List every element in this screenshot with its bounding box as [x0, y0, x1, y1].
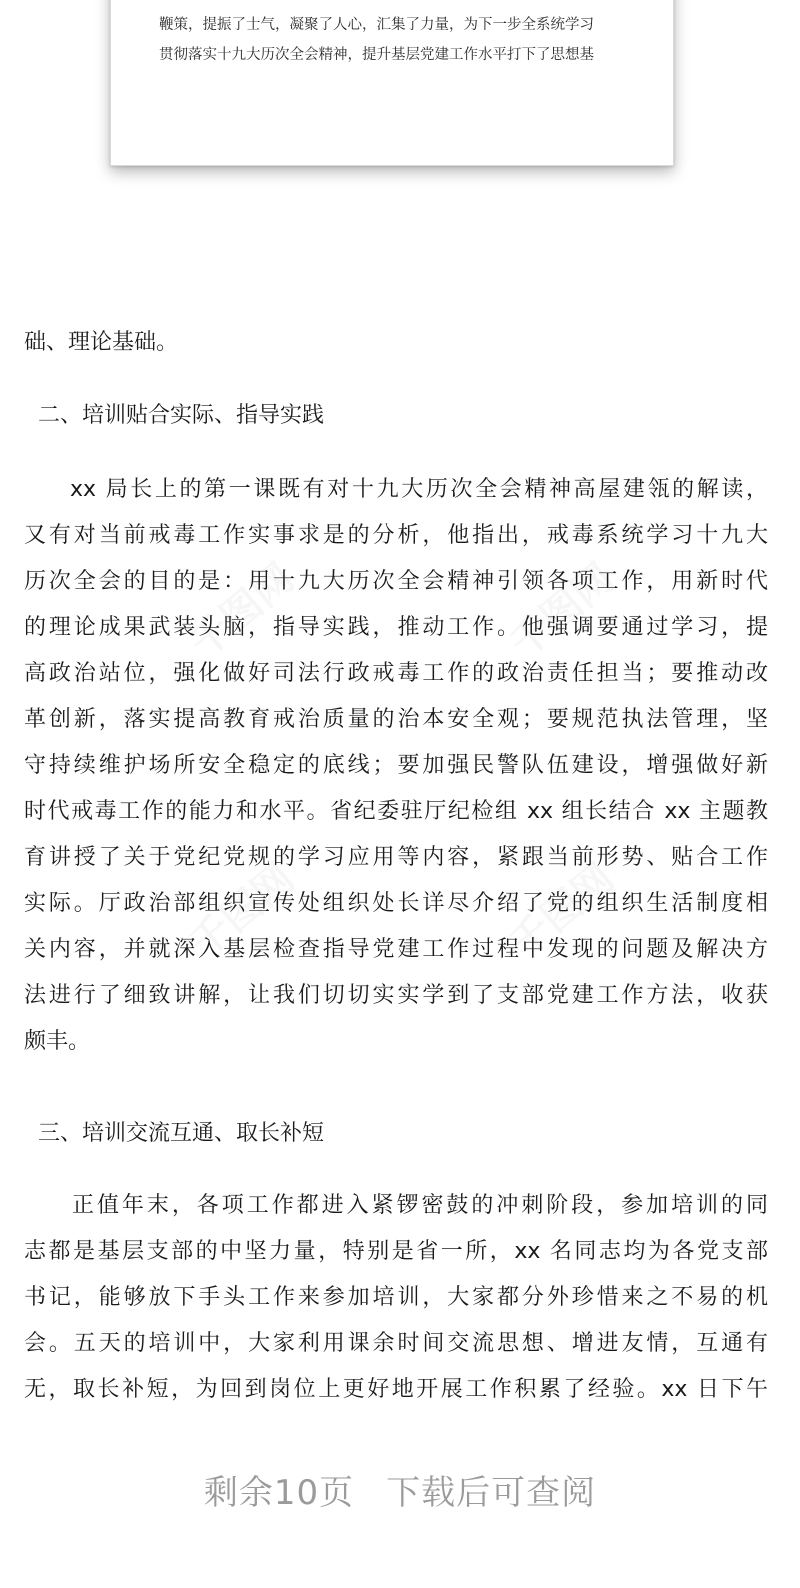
paragraph-line: 法进行了细致讲解，让我们切切实实学到了支部党建工作方法，收获 [24, 983, 768, 1008]
paragraph-line: 会。五天的培训中，大家利用课余时间交流思想、增进友情，互通有 [24, 1331, 768, 1356]
paragraph-line: 的理论成果武装头脑，指导实践，推动工作。他强调要通过学习，提 [24, 615, 768, 640]
download-prompt[interactable] [0, 1465, 800, 1521]
paragraph-line: 正值年末，各项工作都进入紧锣密鼓的冲刺阶段，参加培训的同 [72, 1193, 768, 1218]
paragraph-line: 守持续维护场所安全稳定的底线；要加强民警队伍建设，增强做好新 [24, 753, 768, 778]
section-3-body [24, 1183, 768, 1413]
preview-line: 鞭策，提振了士气，凝聚了人心，汇集了力量，为下一步全系统学习 [159, 17, 594, 33]
paragraph-line: 实际。厅政治部组织宣传处组织处长详尽介绍了党的组织生活制度相 [24, 891, 768, 916]
paragraph-line: 又有对当前戒毒工作实事求是的分析，他指出，戒毒系统学习十九大 [24, 523, 768, 548]
section-2-heading: 二、培训贴合实际、指导实践 [38, 403, 325, 428]
paragraph-line: 志都是基层支部的中坚力量，特别是省一所，xx 名同志均为各党支部 [24, 1239, 768, 1264]
paragraph-line: 时代戒毒工作的能力和水平。省纪委驻厅纪检组 xx 组长结合 xx 主题教 [24, 799, 768, 824]
paragraph-line: 关内容，并就深入基层检查指导党建工作过程中发现的问题及解决方 [24, 937, 768, 962]
continuation-line: 础、理论基础。 [24, 330, 179, 355]
previous-page-preview [110, 0, 674, 166]
paragraph-line: 高政治站位，强化做好司法行政戒毒工作的政治责任担当；要推动改 [24, 661, 768, 686]
paragraph-line: 育讲授了关于党纪党规的学习应用等内容，紧跟当前形势、贴合工作 [24, 845, 768, 870]
section-3-heading: 三、培训交流互通、取长补短 [38, 1121, 325, 1146]
download-hint-label[interactable]: 下载后可查阅 [386, 1473, 597, 1513]
remaining-pages-label: 剩余10页 [203, 1473, 355, 1513]
paragraph-line: 革创新，落实提高教育戒治质量的治本安全观；要规范执法管理，坚 [24, 707, 768, 732]
paragraph-line: xx 局长上的第一课既有对十九大历次全会精神高屋建瓴的解读， [70, 477, 768, 502]
preview-line: 贯彻落实十九大历次全会精神，提升基层党建工作水平打下了思想基 [159, 47, 594, 63]
paragraph-line: 历次全会的目的是：用十九大历次全会精神引领各项工作，用新时代 [24, 569, 768, 594]
paragraph-line: 颇丰。 [24, 1029, 91, 1054]
paragraph-line: 书记，能够放下手头工作来参加培训，大家都分外珍惜来之不易的机 [24, 1285, 768, 1310]
section-2-body [24, 467, 768, 1065]
paragraph-line: 无，取长补短，为回到岗位上更好地开展工作积累了经验。xx 日下午 [24, 1377, 768, 1402]
document-continuation [24, 320, 768, 366]
